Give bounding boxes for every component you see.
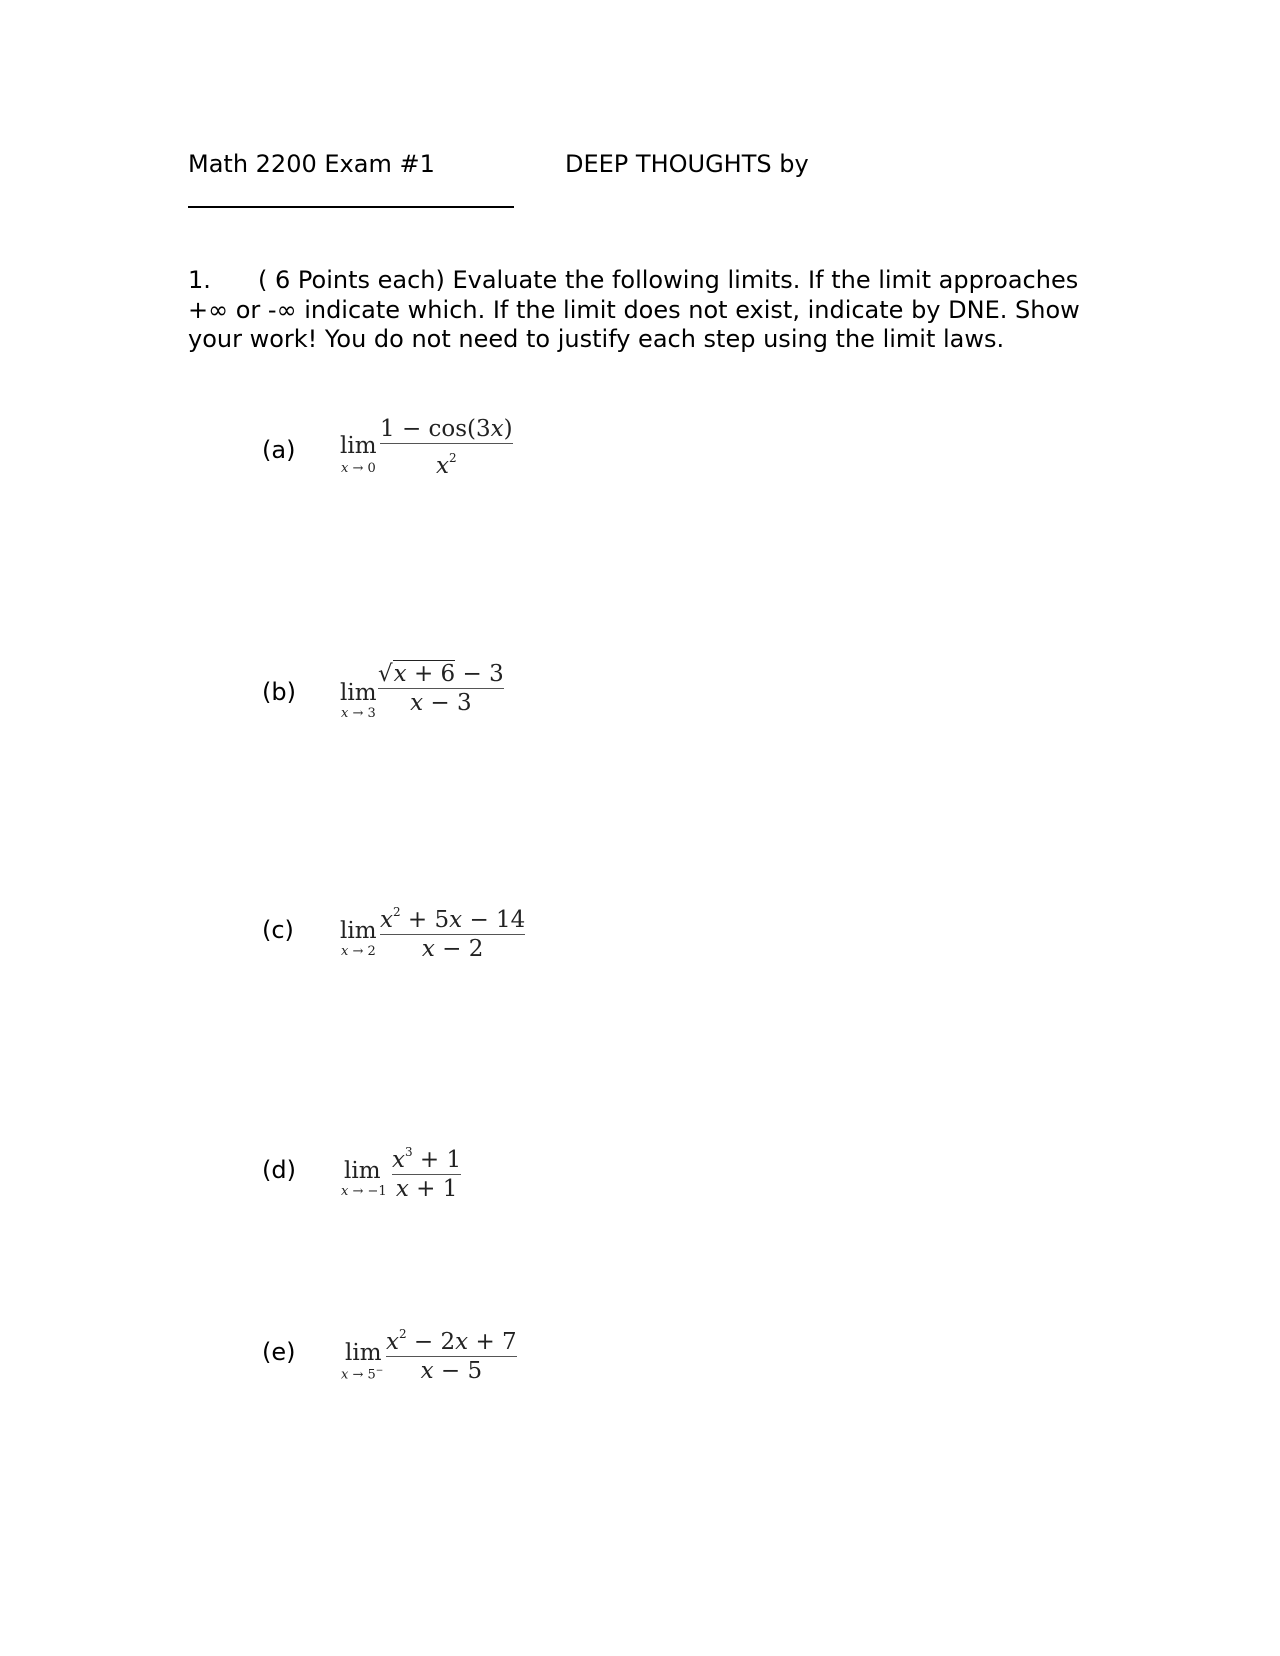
problem-d-label: (d)	[262, 1156, 296, 1184]
numerator: 1 − cos(3x)	[380, 416, 513, 442]
problem-c-label: (c)	[262, 916, 294, 944]
limit-subscript: x → 2	[341, 944, 376, 959]
limit-subscript: x → 3	[341, 706, 376, 721]
limit-subscript: x → −1	[341, 1184, 387, 1199]
denominator: x − 2	[421, 936, 484, 963]
denominator: x − 5	[420, 1358, 483, 1385]
problem-d-expression	[340, 1138, 490, 1208]
limit-subscript: x → 5−	[341, 1366, 384, 1383]
problem-e-label: (e)	[262, 1338, 296, 1366]
numerator: $x^3 + 1$	[392, 1145, 462, 1173]
question-number: 1.	[188, 266, 211, 294]
problem-b-expression	[340, 660, 510, 730]
fraction	[380, 415, 513, 480]
numerator: $x^2 - 2x + 7$	[386, 1327, 517, 1355]
question-instructions	[188, 266, 1108, 355]
numerator: √x + 6 − 3	[378, 661, 504, 687]
problem-a-label: (a)	[262, 436, 296, 464]
denominator: $x^2$	[436, 451, 457, 480]
lim-operator: lim	[340, 680, 377, 706]
exam-title: Math 2200 Exam #1	[188, 150, 435, 178]
problem-b-label: (b)	[262, 678, 296, 706]
fraction	[378, 660, 504, 717]
fraction	[386, 1320, 517, 1385]
lim-operator: lim	[340, 433, 377, 459]
fraction	[380, 898, 525, 963]
name-prompt: DEEP THOUGHTS by	[565, 150, 809, 178]
limit-subscript: x → 0	[341, 461, 376, 476]
lim-operator: lim	[340, 918, 377, 944]
name-blank-line	[188, 206, 514, 208]
problem-c-expression	[340, 898, 526, 968]
denominator: x − 3	[410, 690, 472, 717]
numerator: $x^2 + 5x - 14$	[380, 905, 526, 933]
problem-a-expression	[340, 415, 513, 485]
problem-e-expression	[340, 1320, 517, 1390]
lim-operator: lim	[345, 1340, 382, 1366]
fraction	[392, 1138, 461, 1203]
instructions-text: ( 6 Points each) Evaluate the following limits. If the limit approaches +∞ or -∞ indicate which. If the limit does not exist, indicate by DNE. Show your work! You do not need to justify each step using the limit laws.	[188, 266, 1080, 353]
lim-operator: lim	[344, 1158, 381, 1184]
denominator: x + 1	[395, 1176, 458, 1203]
